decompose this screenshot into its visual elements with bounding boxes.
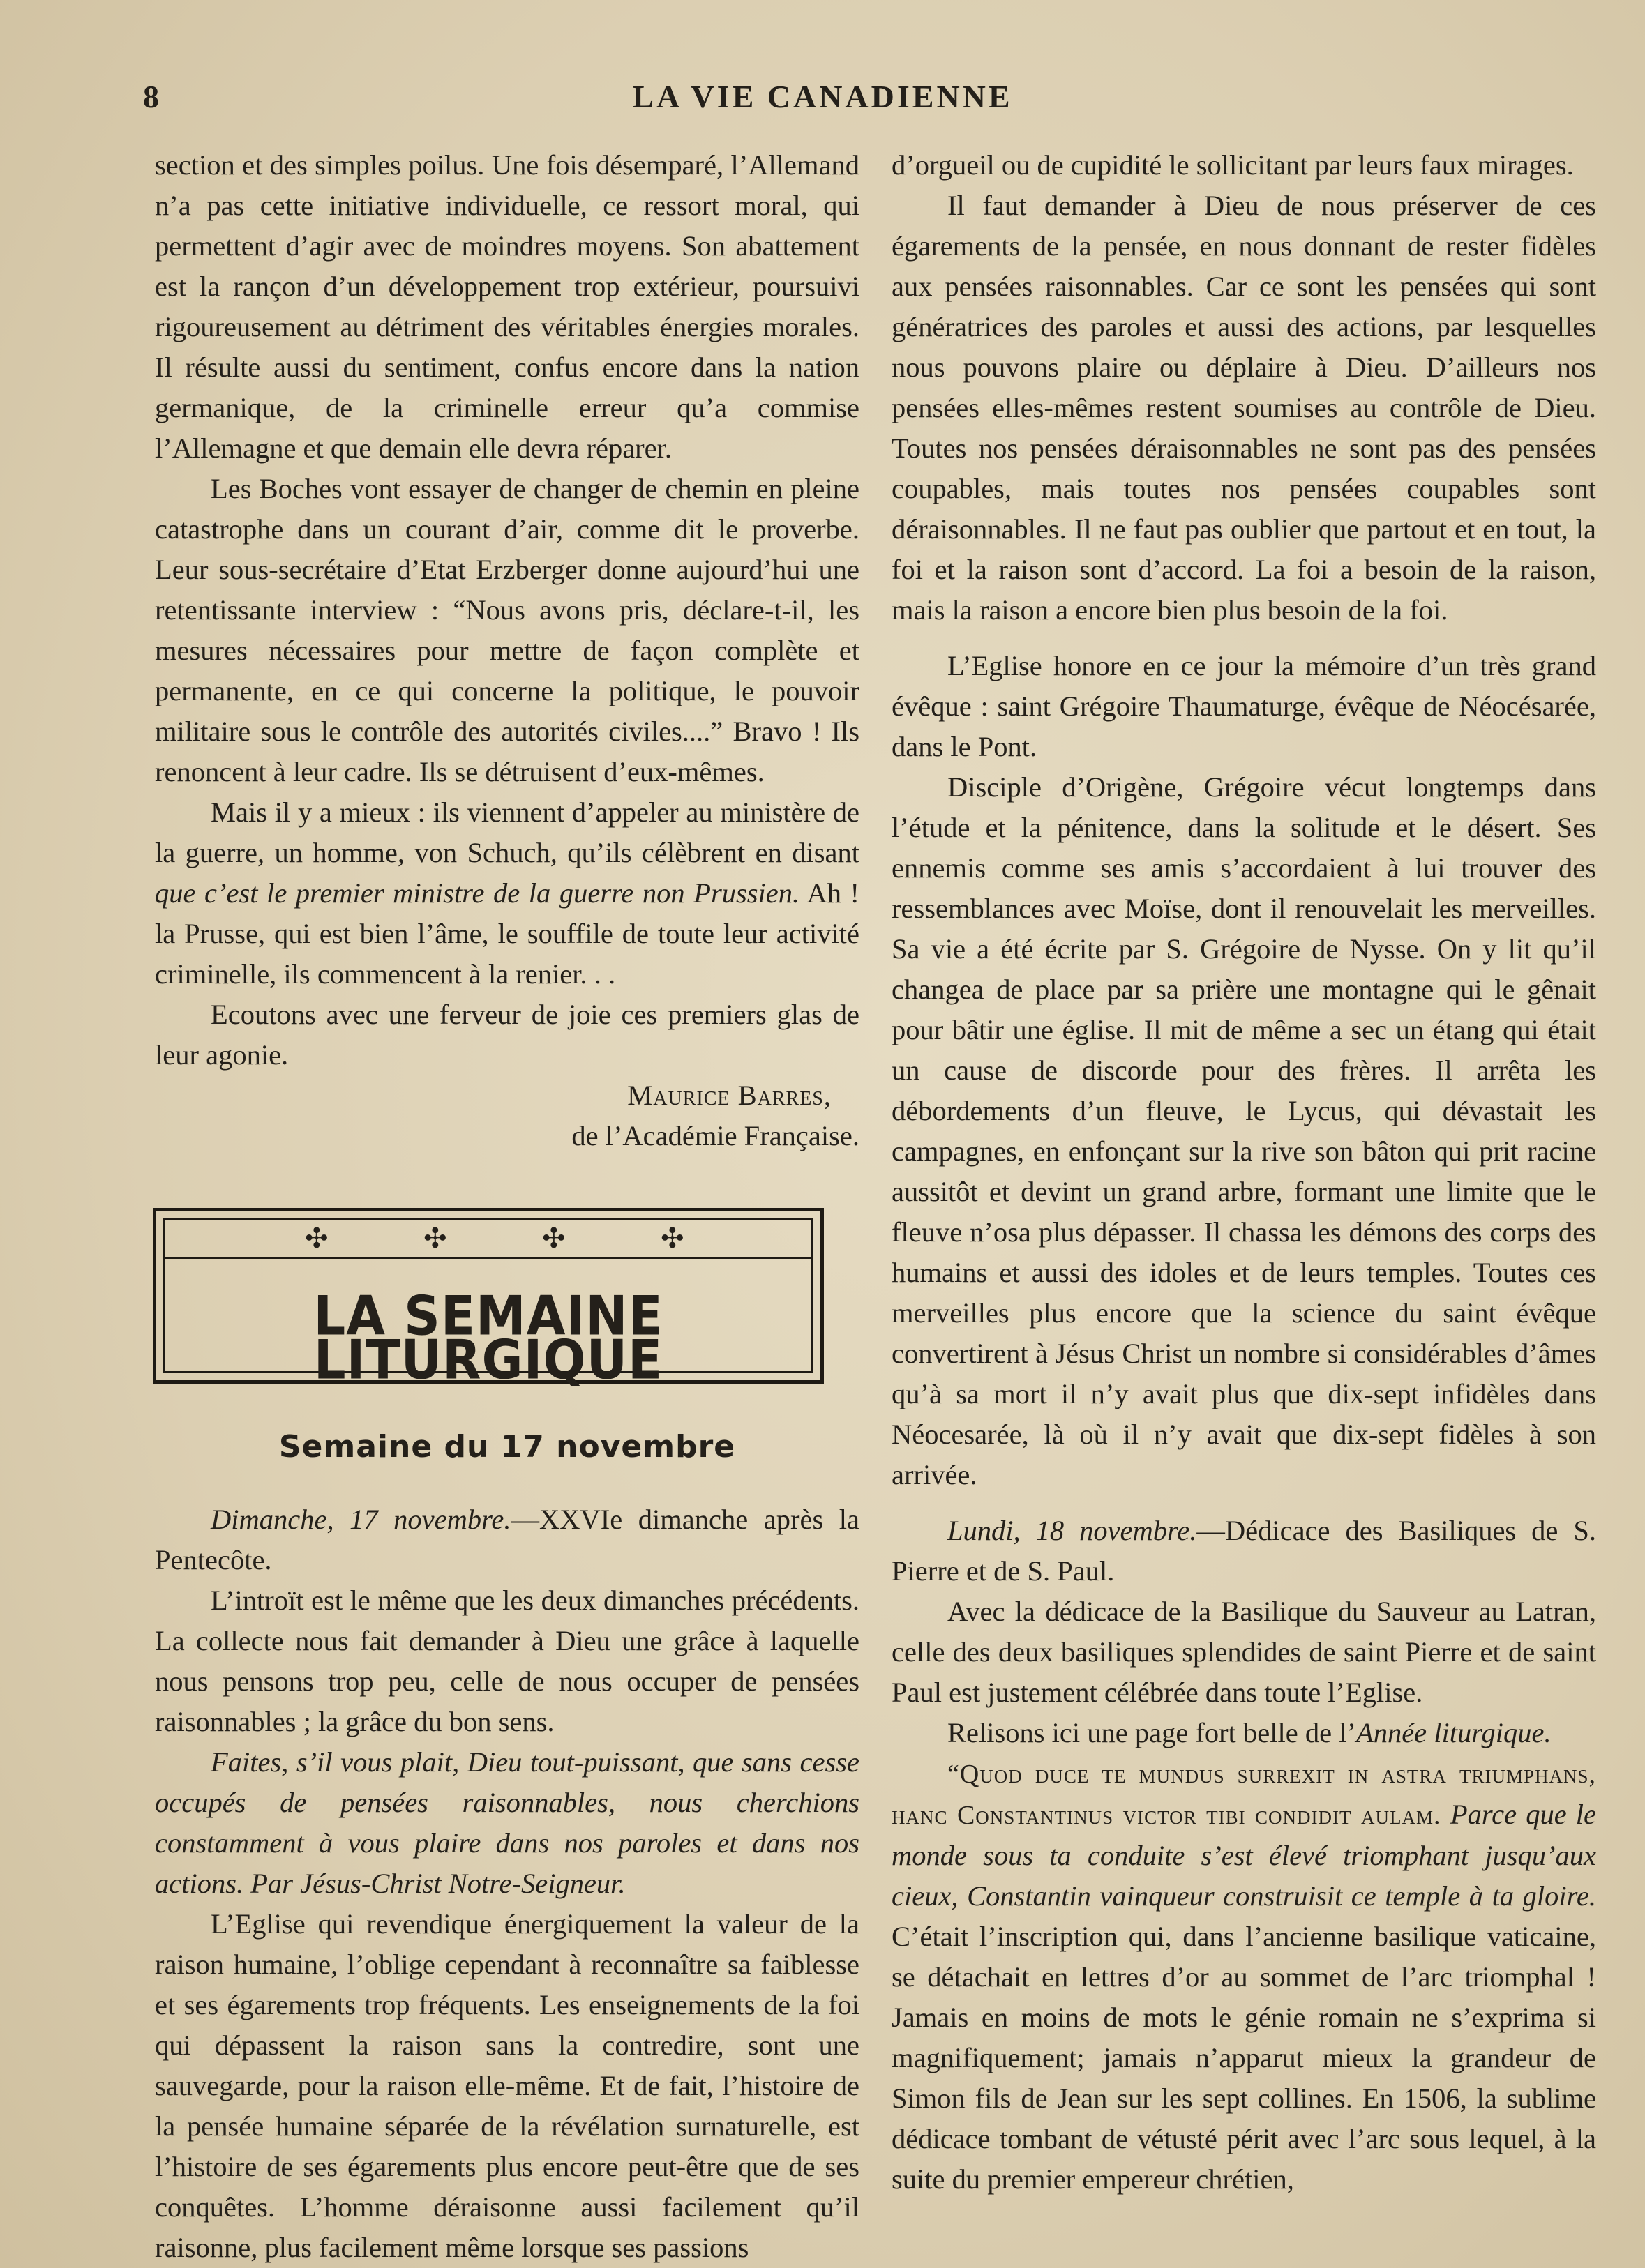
paragraph: L’Eglise honore en ce jour la mémoire d’un très grand évêque : saint Grégoire Thaumaturge, évêque de Néocésarée, dans le Pont. [892,650,1596,762]
banner-inner-frame [163,1218,813,1391]
paragraph: Les Boches vont essayer de changer de chemin en pleine catastrophe dans un courant d’air, comme dit le proverbe. Leur sous-secrétaire d’Etat Erzberger donne aujourd’hui une retentissante interview : “Nous avons pris, déclare-t-il, les mesures nécessaires pour mettre de façon complète et permanente, en ce qui concerne la politique, le pouvoir militaire sous le contrôle des autorités civiles....” Bravo ! Ils renoncent à leur cadre. Ils se détruisent d’eux-mêmes. [155,473,859,787]
cross-ornament-icon: ✣ [661,1223,684,1255]
week-heading: Semaine du 17 novembre [278,1429,736,1465]
cross-ornament-icon: ✣ [423,1223,447,1255]
right-column [892,145,1596,2200]
page-number: 8 [143,79,160,114]
author-affiliation: de l’Académie Française. [571,1120,859,1151]
paragraph: Disciple d’Origène, Grégoire vécut longtemps dans l’étude et la pénitence, dans la solitude et le désert. Ses ennemis comme ses amis s’accordaient à lui trouver des ressemblances avec Moïse, dont il renouvelait les merveilles. Sa vie a été écrite par S. Grégoire de Nysse. On y lit qu’il changea de place par sa prière une montagne qui le gênait pour bâtir une église. Il mit de même a sec un étang qui était un cause de discorde pour des frères. Il arrêta les débordements d’un fleuve, le Lycus, qui dévastait les campagnes, en enfonçant sur la rive son bâton qui prit racine aussitôt et devint un grand arbre, formant une limite que le fleuve n’osa plus dépasser. Il chassa les démons des corps des humains et aussi des idoles et de leurs temples. Toutes ces merveilles plus encore que la science du saint évêque convertirent à Jésus Christ un nombre si considérables d’âmes qu’à sa mort il n’y avait plus que dix-sept infidèles dans Néocesarée, là où il n’y avait que dix-sept fidèles à son arrivée. [892,771,1596,1490]
collect-prayer: Faites, s’il vous plait, Dieu tout-puissant, que sans cesse occupés de pensées raisonnables, nous cherchions constamment à vous plaire dans nos paroles et dans nos actions. Par Jésus-Christ Notre-Seigneur. [155,1746,859,1899]
running-head: LA VIE CANADIENNE [632,79,1013,114]
section-banner [153,1208,824,1391]
paragraph: Lundi, 18 novembre.—Dédicace des Basiliques de S. Pierre et de S. Paul. [892,1515,1597,1587]
cross-ornament-icon: ✣ [305,1223,329,1255]
paragraph: Avec la dédicace de la Basilique du Sauveur au Latran, celle des deux basiliques splendides de saint Pierre et de saint Paul est justement célébrée dans toute l’Eglise. [892,1596,1596,1708]
cross-ornament-icon: ✣ [542,1223,566,1255]
left-column [155,145,859,2268]
paragraph: L’introït est le même que les deux dimanches précédents. La collecte nous fait demander à Dieu une grâce à laquelle nous pensons trop peu, celle de nous occuper de pensées raisonnables ; la grâce du bon sens. [155,1585,859,1737]
banner-rule [165,1257,811,1259]
paragraph: Mais il y a mieux : ils viennent d’appeler au ministère de la guerre, un homme, von Schuch, qu’ils célèbrent en disant que c’est le premier ministre de la guerre non Prussien. Ah ! la Prusse, qui est bien l’âme, le souffile de toute leur activité criminelle, ils commencent à la renier. . . [155,796,860,990]
banner-title: LA SEMAINE LITURGIQUE [313,1284,663,1391]
paragraph: section et des simples poilus. Une fois désemparé, l’Allemand n’a pas cette initiative individuelle, ce ressort moral, qui permettent d’agir avec de moindres moyens. Son abattement est la rançon d’un développement trop extérieur, poursuivi rigoureusement au détriment des véritables énergies morales. Il résulte aussi du sentiment, confus encore dans la nation germanique, de la criminelle erreur qu’a commise l’Allemagne et que demain elle devra réparer. [155,149,859,464]
author-signature: Maurice Barres, [627,1080,832,1111]
paragraph: Ecoutons avec une ferveur de joie ces premiers glas de leur agonie. [155,999,859,1071]
paragraph: Il faut demander à Dieu de nous préserver de ces égarements de la pensée, en nous donnant de rester fidèles aux pensées raisonnables. Car ce sont les pensées qui sont génératrices des paroles et aussi des actions, par lesquelles nous pouvons plaire ou déplaire à Dieu. D’ailleurs nos pensées elles-mêmes restent soumises au contrôle de Dieu. Toutes nos pensées déraisonnables ne sont pas des pensées coupables, mais toutes nos pensées coupables sont déraisonnables. Il ne faut pas oublier que partout et en tout, la foi et la raison sont d’accord. La foi a besoin de la raison, mais la raison a encore bien plus besoin de la foi. [892,190,1596,626]
paragraph: d’orgueil ou de cupidité le sollicitant par leurs faux mirages. [892,149,1574,181]
banner-ornaments [165,1225,811,1253]
paragraph: Dimanche, 17 novembre.—XXVIe dimanche après la Pentecôte. [155,1504,859,1575]
paragraph: Relisons ici une page fort belle de l’Année liturgique. [947,1717,1552,1748]
paragraph: L’Eglise qui revendique énergiquement la valeur de la raison humaine, l’oblige cependant à reconnaître sa faiblesse et ses égarements trop fréquents. Les enseignements de la foi qui dépassent la raison sans la contredire, sont une sauvegarde, pour la raison elle-même. Et de fait, l’histoire de la pensée humaine séparée de la révélation surnaturelle, est l’histoire de ses égarements plus encore peut-être que de ses conquêtes. L’homme déraisonne aussi facilement qu’il raisonne, plus facilement même lorsque ses passions [155,1908,859,2263]
paragraph: “Quod duce te mundus surrexit in astra triumphans, hanc Constantinus victor tibi condidit aulam. Parce que le monde sous ta conduite s’est élevé triomphant jusqu’aux cieux, Constantin vainqueur construisit ce temple à ta gloire. C’était l’inscription qui, dans l’ancienne basilique vaticaine, se détachait en lettres d’or au sommet de l’arc triomphal ! Jamais en moins de mots le génie romain ne s’exprima si magnifiquement; jamais n’apparut mieux la grandeur de Simon fils de Jean sur les sept collines. En 1506, la sublime dédicace tombant de vétusté périt avec l’arc sous lequel, à la suite du premier empereur chrétien, [892,1760,1596,2195]
